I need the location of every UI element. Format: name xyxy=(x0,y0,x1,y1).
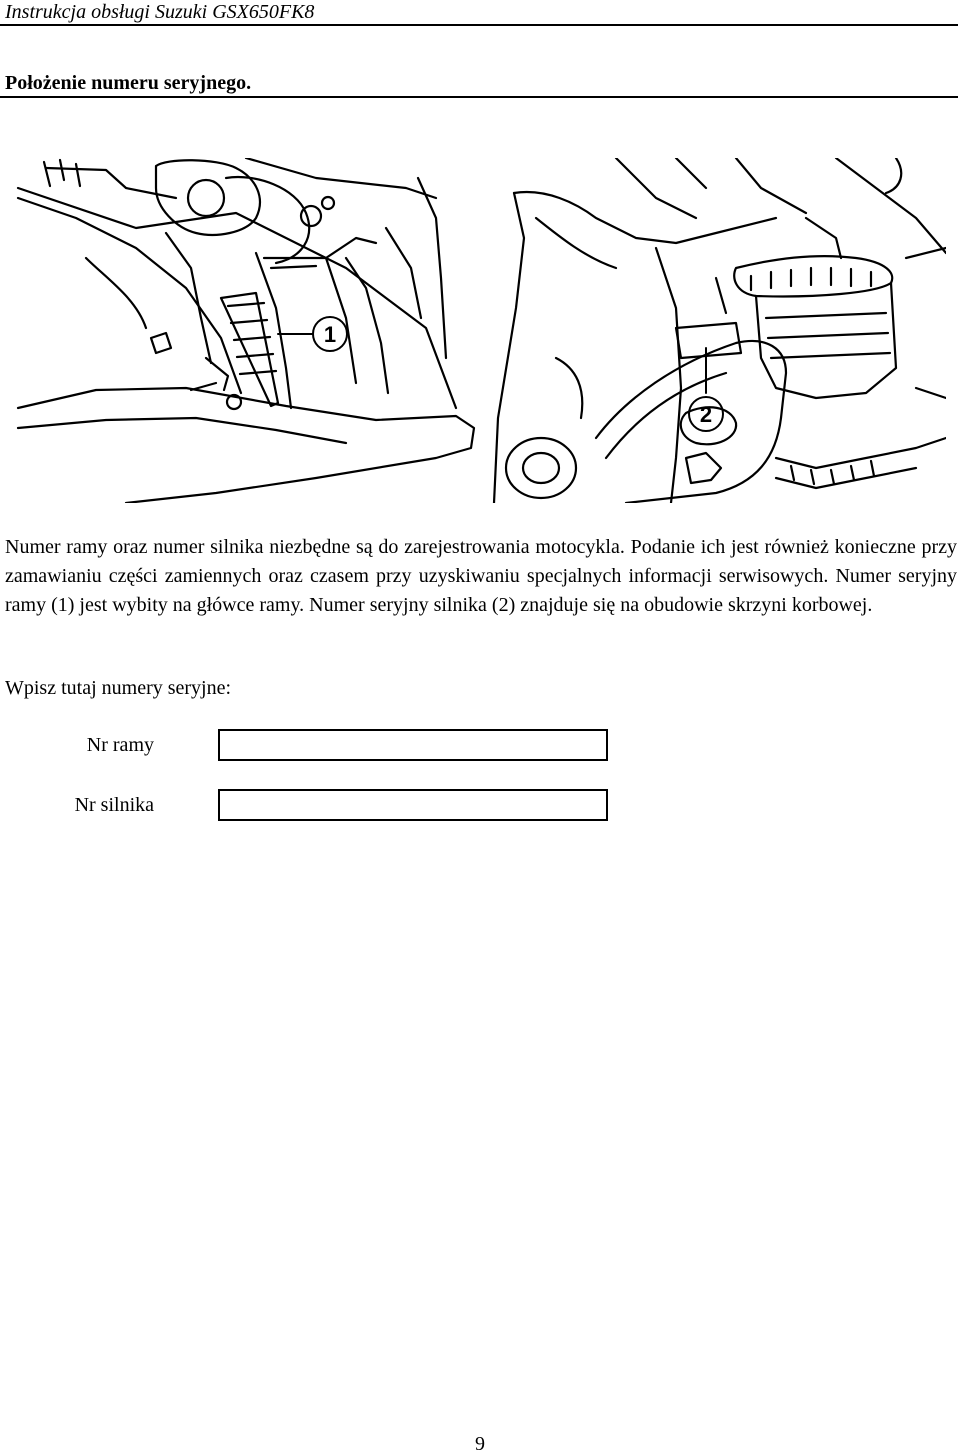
document-header-title: Instrukcja obsługi Suzuki GSX650FK8 xyxy=(5,1,315,23)
engine-number-field[interactable] xyxy=(218,789,608,821)
page-number: 9 xyxy=(475,1433,485,1455)
frame-number-label: Nr ramy xyxy=(86,734,154,756)
engine-number-label: Nr silnika xyxy=(74,794,154,816)
callout-1-label: 1 xyxy=(323,322,337,347)
body-paragraph: Numer ramy oraz numer silnika niezbędne są do zarejestrowania motocykla. Podanie ich jest również konieczne przy zamawianiu części zamiennych oraz czasem przy uzyskiwaniu specjalnych informacji serwisowych. Numer seryjny ramy (1) jest wybity na główce ramy. Numer seryjny silnika (2) znajduje się na obudowie skrzyni korbowej. xyxy=(5,536,957,616)
frame-head-drawing xyxy=(18,158,474,503)
section-title: Położenie numeru seryjnego. xyxy=(5,72,252,94)
serial-number-prompt: Wpisz tutaj numery seryjne: xyxy=(5,677,232,699)
header-divider xyxy=(0,24,958,26)
frame-number-field[interactable] xyxy=(218,729,608,761)
crankcase-drawing xyxy=(494,158,946,503)
callout-2-label: 2 xyxy=(699,402,713,427)
callout-1 xyxy=(278,317,347,351)
serial-number-location-illustration xyxy=(16,158,946,503)
section-divider xyxy=(0,96,958,98)
